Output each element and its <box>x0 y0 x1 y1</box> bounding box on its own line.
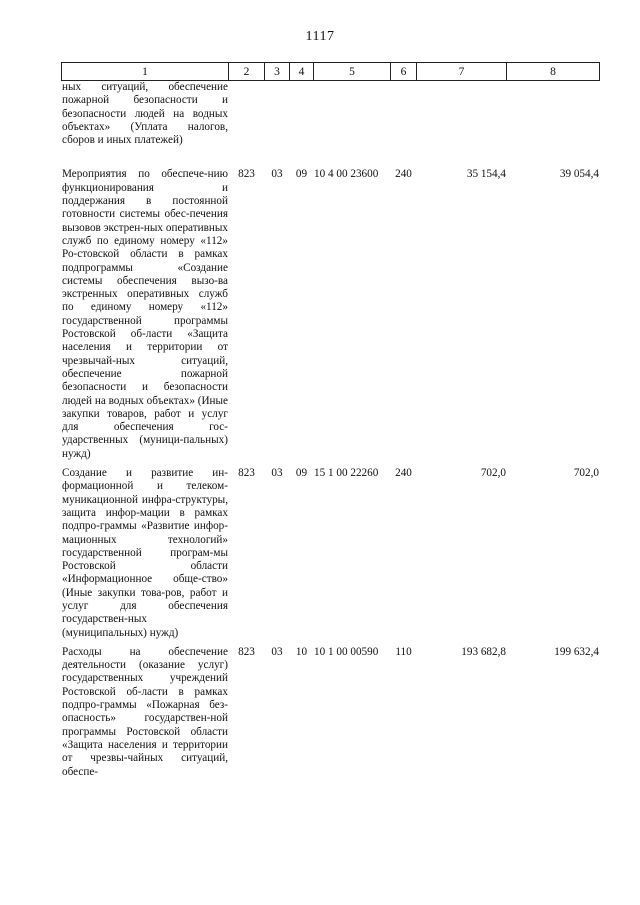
target-article-code: 10 1 00 00590 <box>314 645 379 658</box>
row-description-text: Создание и развитие ин-формационной и телеком-муникационной инфра-структуры, защита инфор-мации в рамках подпро-граммы «Развитие инфор-мационных технологий» государственной програм-мы Ростовской области «Информационное обще-ство» (Иные закупки това-ров, работ и услуг для обеспечения государствен-ных (муниципальных) нужд) <box>62 467 228 639</box>
amount-year-2: 702,0 <box>573 467 599 480</box>
amount-year-1: 702,0 <box>480 467 506 480</box>
subsection-code: 09 <box>295 168 308 181</box>
row-description <box>62 168 229 467</box>
subsection-code: 10 <box>295 645 308 658</box>
expense-type-code: 240 <box>395 467 412 480</box>
header-col-1: 1 <box>62 63 229 81</box>
target-article-code: 15 1 00 22260 <box>314 467 379 480</box>
target-article-code: 10 4 00 23600 <box>314 168 379 181</box>
header-col-3: 3 <box>265 63 290 81</box>
row-description <box>62 646 229 785</box>
continuation-description <box>62 81 229 154</box>
row-description <box>62 467 229 646</box>
header-row <box>62 63 600 81</box>
section-code: 03 <box>271 645 283 658</box>
amount-year-1: 193 682,8 <box>461 645 506 658</box>
amount-year-2: 39 054,4 <box>559 168 599 181</box>
row-description-text: Мероприятия по обеспече-нию функционирования и поддержания в постоянной готовности системы обес-печения вызовов экстрен-ных оперативных служб по единому номеру «112» Ро-стовской области в рамках подпрограммы «Создание системы обеспечения вызо-ва экстренных оперативных служб по единому номеру «112» государственной программы Ростовской об-ласти «Защита населения и территории от чрезвычай-ных ситуаций, обеспечение пожарной безопасности и безопасности людей на водных объектах» (Иные закупки товаров, работ и услуг для обеспечения гос-ударственных (муници-пальных) нужд) <box>62 168 228 460</box>
header-col-5: 5 <box>314 63 391 81</box>
header-col-6: 6 <box>391 63 417 81</box>
subsection-code: 09 <box>295 467 308 480</box>
ministry-code: 823 <box>238 467 255 480</box>
budget-table <box>61 62 600 785</box>
expense-type-code: 110 <box>395 645 412 658</box>
table-row <box>62 168 600 467</box>
ministry-code: 823 <box>238 168 255 181</box>
table-row <box>62 467 600 646</box>
header-col-7: 7 <box>417 63 507 81</box>
ministry-code: 823 <box>238 645 255 658</box>
amount-year-2: 199 632,4 <box>554 645 599 658</box>
header-col-4: 4 <box>290 63 314 81</box>
header-col-2: 2 <box>229 63 265 81</box>
section-code: 03 <box>271 467 283 480</box>
header-col-8: 8 <box>507 63 600 81</box>
amount-year-1: 35 154,4 <box>466 168 506 181</box>
page-number: 1117 <box>305 29 335 44</box>
section-code: 03 <box>271 168 283 181</box>
row-description-text: Расходы на обеспечение деятельности (оказание услуг) государственных учреждений Ростовской об-ласти в рамках подпро-граммы «Пожарная без-опасность» государствен-ной программы Ростовской области «Защита населения и территории от чрезвы-чайных ситуаций, обеспе- <box>62 645 228 778</box>
continuation-text: ных ситуаций, обеспечение пожарной безопасности и безопасности людей на водных объектах» (Уплата налогов, сборов и иных платежей) <box>62 81 228 147</box>
expense-type-code: 240 <box>395 168 412 181</box>
table-row <box>62 646 600 785</box>
table-row-continuation <box>62 81 600 154</box>
